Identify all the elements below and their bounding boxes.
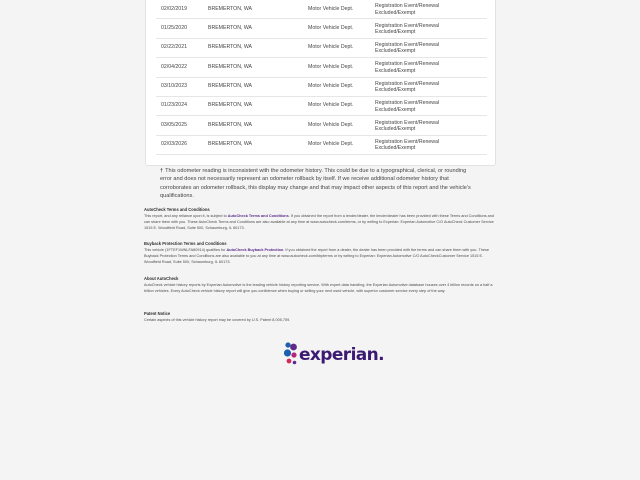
terms-text-1: This report, and any reliance upon it, is subject to — [144, 214, 227, 218]
history-location: BREMERTON, WA — [208, 44, 253, 51]
history-date: 01/23/2024 — [161, 102, 187, 109]
history-row — [156, 58, 487, 77]
logo-dot-3 — [284, 349, 291, 356]
history-source: Motor Vehicle Dept. — [308, 141, 354, 148]
logo-dot-6 — [293, 361, 297, 365]
history-row — [156, 97, 487, 116]
history-row — [156, 39, 487, 58]
history-location: BREMERTON, WA — [208, 141, 253, 148]
buyback-link[interactable]: AutoCheck Buyback Protection — [226, 248, 284, 252]
terms-body — [144, 213, 494, 231]
history-event — [375, 81, 439, 94]
history-event — [375, 3, 439, 16]
terms-section — [144, 207, 494, 231]
history-row — [156, 78, 487, 97]
experian-dots-icon — [284, 341, 298, 367]
patent-title: Patent Notice — [144, 311, 171, 316]
footnote-text: This odometer reading is inconsistent with the odometer history. This could be due to a typographical, clerical, or rounding error and does not necessarily represent an odometer rollback by itself. If we receive additional odometer history that corroborates an odometer rollback, this display may change and that may impact other aspects of this report and the vehicle's qualifications. — [160, 168, 471, 200]
history-event — [375, 23, 439, 36]
history-source: Motor Vehicle Dept. — [308, 121, 354, 128]
history-source: Motor Vehicle Dept. — [308, 5, 354, 12]
history-event-line1: Registration Event/Renewal — [375, 80, 440, 87]
experian-wordmark: experian. — [299, 345, 385, 365]
buyback-title: Buyback Protection Terms and Conditions — [144, 241, 227, 246]
experian-logo — [284, 341, 385, 369]
history-date: 03/10/2023 — [161, 83, 187, 90]
history-event-line2: Excluded/Exempt — [375, 87, 416, 94]
history-event-line2: Excluded/Exempt — [375, 67, 416, 74]
logo-dot-1 — [285, 342, 290, 347]
history-date: 02/02/2019 — [161, 5, 187, 12]
buyback-section — [144, 241, 494, 265]
about-title: About AutoCheck — [144, 276, 179, 281]
terms-title: AutoCheck Terms and Conditions — [144, 207, 210, 212]
history-event — [375, 42, 439, 55]
history-source: Motor Vehicle Dept. — [308, 102, 354, 109]
history-event-line1: Registration Event/Renewal — [375, 138, 440, 145]
buyback-text-2: . If you obtained the report from a dealer, the dealer has been provided with the terms and can share them with you. These Buyback Protection Terms and Conditions are also available to you at any time at www.autocheck.com/bbpterms or by writing to Experian: Experian Automotive C/O AutoCheckCustomer Service 1515 E. Woodfield Road, Suite 500, Schaumburg, IL 60173. — [144, 248, 489, 264]
history-location: BREMERTON, WA — [208, 121, 253, 128]
terms-link[interactable]: AutoCheck Terms and Conditions — [227, 214, 289, 218]
terms-text-2: . If you obtained the report from a lender/dealer, the lender/dealer has been provided with these Terms and Conditions and can share them with you. These AutoCheck Terms and Conditions are also available at any time at www.autocheck.com/terms, or by writing to Experian: Experian Automotive C/O AutoCheck Customer Service 1515 E. Woodfield Road, Suite 500, Schaumburg, IL 60173. — [144, 214, 495, 230]
history-row — [156, 136, 487, 155]
about-section — [144, 276, 494, 294]
history-event-line1: Registration Event/Renewal — [375, 119, 440, 126]
history-row — [156, 19, 487, 38]
logo-dot-2 — [290, 344, 297, 351]
history-row — [156, 116, 487, 135]
history-date: 02/22/2021 — [161, 44, 187, 51]
history-event — [375, 61, 439, 74]
history-rows — [156, 0, 487, 155]
history-event-line2: Excluded/Exempt — [375, 145, 416, 152]
history-event-line1: Registration Event/Renewal — [375, 3, 440, 10]
history-row — [156, 0, 487, 19]
patent-section — [144, 311, 494, 323]
history-table-card — [145, 0, 496, 166]
history-event — [375, 100, 439, 113]
history-event-line2: Excluded/Exempt — [375, 48, 416, 55]
history-event-line1: Registration Event/Renewal — [375, 22, 440, 29]
history-date: 02/03/2026 — [161, 141, 187, 148]
history-date: 03/05/2025 — [161, 121, 187, 128]
history-source: Motor Vehicle Dept. — [308, 44, 354, 51]
patent-text: Certain aspects of this vehicle history report may be covered by U.S. Patent 8,005,759. — [144, 318, 291, 322]
logo-dot-5 — [287, 359, 292, 364]
history-event-line1: Registration Event/Renewal — [375, 41, 440, 48]
history-location: BREMERTON, WA — [208, 83, 253, 90]
buyback-body — [144, 247, 494, 265]
history-date: 02/04/2022 — [161, 63, 187, 70]
history-event-line2: Excluded/Exempt — [375, 9, 416, 16]
about-text: AutoCheck vehicle history reports by Experian Automotive is the leading vehicle history reporting service. With expert data handling, the Experian Automotive database houses over 4 billion records on a half a billion vehicles. Every AutoCheck vehicle history report will give you confidence when buying or selling your next used vehicle, with superior customer service every step of the way. — [144, 283, 493, 293]
history-date: 01/25/2020 — [161, 24, 187, 31]
odometer-footnote — [160, 167, 478, 201]
history-event-line2: Excluded/Exempt — [375, 28, 416, 35]
history-event-line2: Excluded/Exempt — [375, 125, 416, 132]
history-event-line1: Registration Event/Renewal — [375, 100, 440, 107]
history-event — [375, 139, 439, 152]
logo-dot-4 — [291, 352, 296, 357]
history-source: Motor Vehicle Dept. — [308, 63, 354, 70]
history-event-line2: Excluded/Exempt — [375, 106, 416, 113]
history-location: BREMERTON, WA — [208, 63, 253, 70]
buyback-text-1: This vehicle (1FTEF1WNLFA80914) qualifies for — [144, 248, 226, 252]
history-location: BREMERTON, WA — [208, 24, 253, 31]
history-event — [375, 120, 439, 133]
history-location: BREMERTON, WA — [208, 5, 253, 12]
history-event-line1: Registration Event/Renewal — [375, 61, 440, 68]
history-source: Motor Vehicle Dept. — [308, 24, 354, 31]
history-location: BREMERTON, WA — [208, 102, 253, 109]
history-source: Motor Vehicle Dept. — [308, 83, 354, 90]
footnote-marker: † — [160, 168, 164, 174]
